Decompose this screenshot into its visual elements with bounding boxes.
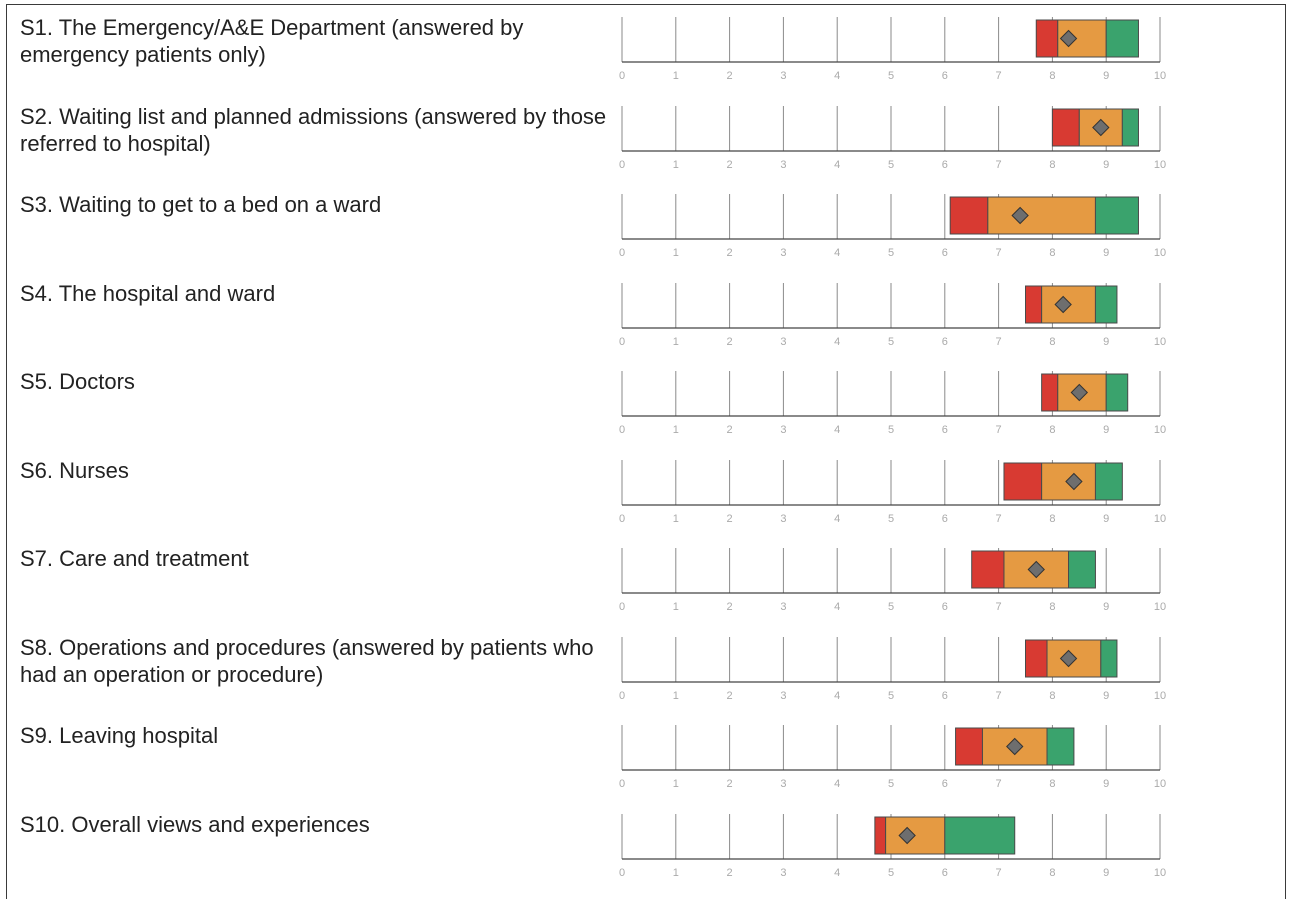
green-segment	[1069, 551, 1096, 588]
tick-label: 1	[672, 247, 679, 259]
tick-label: 8	[1049, 512, 1056, 525]
tick-label: 4	[834, 70, 841, 82]
red-segment	[972, 551, 1004, 588]
tick-label: 1	[672, 778, 679, 790]
tick-label: 7	[995, 424, 1002, 436]
tick-label: 3	[780, 866, 787, 879]
tick-label: 9	[1103, 601, 1110, 613]
red-segment	[875, 817, 886, 854]
tick-label: 10	[1153, 778, 1167, 790]
tick-label: 0	[618, 689, 626, 702]
row-label: S7. Care and treatment	[20, 546, 249, 571]
tick-label: 3	[780, 158, 787, 171]
tick-label: 1	[672, 70, 679, 82]
tick-label: 7	[995, 689, 1002, 702]
tick-label: 8	[1049, 247, 1056, 259]
tick-label: 1	[672, 689, 679, 702]
tick-label: 4	[834, 512, 841, 525]
tick-label: 0	[618, 70, 626, 82]
tick-label: 2	[726, 158, 733, 171]
tick-label: 8	[1049, 70, 1056, 82]
tick-label: 6	[941, 158, 948, 171]
tick-label: 3	[780, 424, 787, 436]
chart-row	[0, 448, 1292, 537]
tick-label: 5	[887, 601, 895, 613]
tick-label: 0	[618, 778, 626, 790]
tick-label: 7	[995, 335, 1002, 348]
tick-label: 9	[1103, 158, 1110, 171]
row-plot	[0, 625, 1292, 714]
tick-label: 5	[887, 512, 895, 525]
green-segment	[1047, 728, 1074, 765]
tick-label: 8	[1049, 601, 1056, 613]
row-plot	[0, 94, 1292, 183]
tick-label: 10	[1153, 70, 1167, 82]
row-label: S8. Operations and procedures (answered by patients who had an operation or procedure)	[20, 634, 594, 687]
tick-label: 0	[618, 158, 626, 171]
tick-label: 10	[1153, 424, 1167, 436]
tick-label: 2	[726, 778, 733, 790]
tick-label: 1	[672, 424, 679, 436]
tick-label: 8	[1049, 424, 1056, 436]
tick-label: 2	[726, 866, 733, 879]
tick-label: 6	[941, 247, 948, 259]
tick-label: 7	[995, 247, 1002, 259]
red-segment	[950, 197, 988, 234]
tick-label: 6	[941, 512, 948, 525]
tick-label: 5	[887, 247, 895, 259]
tick-label: 3	[780, 335, 787, 348]
tick-label: 7	[995, 512, 1002, 525]
chart-row	[0, 713, 1292, 802]
red-segment	[1042, 374, 1058, 411]
row-plot	[0, 802, 1292, 891]
row-label: S1. The Emergency/A&E Department (answered by emergency patients only)	[20, 15, 524, 67]
tick-label: 10	[1153, 689, 1167, 702]
tick-label: 6	[941, 689, 948, 702]
tick-label: 6	[941, 424, 948, 436]
tick-label: 6	[941, 601, 948, 613]
red-segment	[1052, 109, 1079, 146]
row-plot	[0, 536, 1292, 625]
tick-label: 9	[1103, 689, 1110, 702]
tick-label: 8	[1049, 335, 1056, 348]
green-segment	[1095, 286, 1117, 323]
red-segment	[1004, 463, 1042, 500]
tick-label: 6	[941, 335, 948, 348]
tick-label: 4	[834, 778, 841, 790]
row-label: S2. Waiting list and planned admissions (answered by those referred to hospital)	[20, 103, 607, 156]
tick-label: 4	[834, 601, 841, 613]
tick-label: 5	[887, 70, 895, 82]
tick-label: 9	[1103, 247, 1110, 259]
tick-label: 9	[1103, 335, 1110, 348]
row-plot	[0, 359, 1292, 448]
chart-row	[0, 182, 1292, 271]
tick-label: 7	[995, 601, 1002, 613]
tick-label: 1	[672, 512, 679, 525]
tick-label: 2	[726, 689, 733, 702]
tick-label: 0	[618, 335, 626, 348]
tick-label: 2	[726, 424, 733, 436]
tick-label: 7	[995, 158, 1002, 171]
row-plot	[0, 713, 1292, 802]
chart-row	[0, 359, 1292, 448]
tick-label: 9	[1103, 512, 1110, 525]
tick-label: 5	[887, 778, 895, 790]
tick-label: 2	[726, 512, 733, 525]
tick-label: 10	[1153, 335, 1167, 348]
tick-label: 4	[834, 866, 841, 879]
tick-label: 7	[995, 866, 1002, 879]
tick-label: 9	[1103, 778, 1110, 790]
tick-label: 7	[995, 70, 1002, 82]
tick-label: 2	[726, 247, 733, 259]
tick-label: 5	[887, 335, 895, 348]
chart-row	[0, 625, 1292, 714]
green-segment	[1095, 463, 1122, 500]
green-segment	[1101, 640, 1117, 677]
chart-row	[0, 94, 1292, 183]
tick-label: 6	[941, 866, 948, 879]
red-segment	[1026, 286, 1042, 323]
tick-label: 10	[1153, 866, 1167, 879]
chart-row	[0, 271, 1292, 360]
tick-label: 4	[834, 335, 841, 348]
tick-label: 4	[834, 158, 841, 171]
tick-label: 10	[1153, 601, 1167, 613]
orange-segment	[988, 197, 1096, 234]
row-label: S3. Waiting to get to a bed on a ward	[20, 192, 382, 217]
tick-label: 2	[726, 601, 733, 613]
tick-label: 8	[1049, 866, 1056, 879]
tick-label: 1	[672, 866, 679, 879]
tick-label: 1	[672, 335, 679, 348]
tick-label: 9	[1103, 866, 1110, 879]
green-segment	[945, 817, 1015, 854]
green-segment	[1095, 197, 1138, 234]
row-plot	[0, 271, 1292, 360]
row-plot	[0, 448, 1292, 537]
tick-label: 8	[1049, 689, 1056, 702]
green-segment	[1106, 374, 1128, 411]
tick-label: 4	[834, 424, 841, 436]
tick-label: 7	[995, 778, 1002, 790]
tick-label: 6	[941, 70, 948, 82]
red-segment	[1026, 640, 1048, 677]
tick-label: 0	[618, 424, 626, 436]
tick-label: 0	[618, 601, 626, 613]
tick-label: 0	[618, 247, 626, 259]
tick-label: 10	[1153, 512, 1167, 525]
tick-label: 5	[887, 866, 895, 879]
row-plot	[0, 182, 1292, 271]
row-label: S10. Overall views and experiences	[20, 811, 370, 837]
tick-label: 10	[1153, 247, 1167, 259]
tick-label: 3	[780, 512, 787, 525]
tick-label: 3	[780, 70, 787, 82]
tick-label: 3	[780, 689, 787, 702]
tick-label: 8	[1049, 778, 1056, 790]
tick-label: 2	[726, 335, 733, 348]
tick-label: 0	[618, 866, 626, 879]
tick-label: 10	[1153, 158, 1167, 171]
tick-label: 9	[1103, 70, 1110, 82]
tick-label: 5	[887, 689, 895, 702]
chart-row	[0, 536, 1292, 625]
row-label: S6. Nurses	[20, 457, 129, 483]
tick-label: 3	[780, 778, 787, 790]
green-segment	[1122, 109, 1138, 146]
row-label: S5. Doctors	[20, 369, 135, 394]
tick-label: 2	[726, 70, 733, 82]
row-plot	[0, 5, 1292, 94]
chart-row	[0, 5, 1292, 94]
tick-label: 4	[834, 247, 841, 259]
tick-label: 9	[1103, 424, 1110, 436]
tick-label: 3	[780, 601, 787, 613]
row-label: S9. Leaving hospital	[20, 723, 219, 748]
tick-label: 4	[834, 689, 841, 702]
tick-label: 8	[1049, 158, 1056, 171]
chart-row	[0, 802, 1292, 891]
red-segment	[956, 728, 983, 765]
tick-label: 0	[618, 512, 626, 525]
tick-label: 3	[780, 247, 787, 259]
tick-label: 5	[887, 424, 895, 436]
row-label: S4. The hospital and ward	[20, 280, 276, 306]
tick-label: 6	[941, 778, 948, 790]
tick-label: 1	[672, 158, 679, 171]
tick-label: 1	[672, 601, 679, 613]
tick-label: 5	[887, 158, 895, 171]
red-segment	[1036, 20, 1058, 57]
green-segment	[1106, 20, 1138, 57]
